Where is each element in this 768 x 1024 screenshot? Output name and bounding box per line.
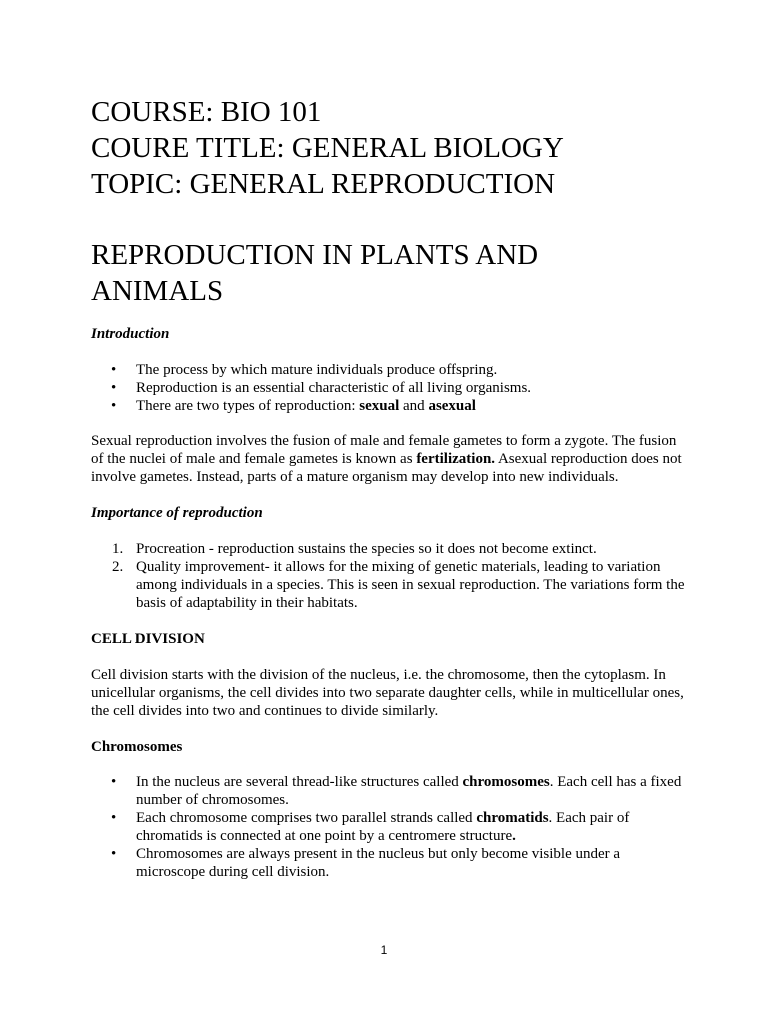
- list-item: [91, 397, 691, 415]
- list-item: [91, 540, 691, 558]
- list-item: [91, 379, 691, 397]
- bullet-text: . Each pair of chromatids is connected at one point by a centromere structure: [136, 810, 630, 844]
- cell-division-heading: CELL DIVISION: [91, 631, 205, 647]
- cell-division-paragraph: Cell division starts with the division of the nucleus, i.e. the chromosome, then the cytoplasm. In unicellular organisms, the cell divides into two separate daughter cells, while in multicellular ones, the cell divides into two and continues to divide similarly.: [91, 667, 684, 719]
- bullet-icon: •: [111, 810, 117, 826]
- paragraph-text-1: Sexual reproduction involves the fusion of male and female gametes to form a zygote. The fusion of the nuclei of male and female gametes is known as: [91, 433, 677, 467]
- main-heading-line1: REPRODUCTION IN PLANTS AND: [91, 239, 539, 271]
- term-fertilization: fertilization.: [416, 451, 496, 467]
- term-sexual: sexual: [359, 398, 400, 414]
- course-title: COURE TITLE: GENERAL BIOLOGY: [91, 132, 564, 164]
- bullet-icon: •: [111, 398, 117, 414]
- chromosomes-heading: Chromosomes: [91, 739, 183, 755]
- importance-heading: Importance of reproduction: [91, 505, 263, 521]
- list-item: [91, 845, 691, 881]
- bullet-text: . Each cell has a fixed number of chromosomes.: [136, 774, 682, 808]
- topic-title: TOPIC: GENERAL REPRODUCTION: [91, 168, 556, 200]
- bullet-icon: •: [111, 774, 117, 790]
- list-text: Procreation - reproduction sustains the species so it does not become extinct.: [136, 541, 597, 557]
- list-item: [91, 361, 691, 379]
- bullet-icon: •: [111, 846, 117, 862]
- bullet-text: Reproduction is an essential characteristic of all living organisms.: [136, 380, 532, 396]
- chromosomes-bullets: [91, 773, 691, 881]
- bullet-text: Chromosomes are always present in the nucleus but only become visible under a microscope during cell division.: [136, 846, 621, 880]
- list-number: 2.: [112, 559, 124, 575]
- bullet-text-prefix: There are two types of reproduction:: [136, 398, 360, 414]
- list-text: Quality improvement- it allows for the mixing of genetic materials, leading to variation among individuals in a species. This is seen in sexual reproduction. The variations form the basis of adaptability in their habitats.: [136, 559, 685, 611]
- list-item: [91, 558, 691, 612]
- paragraph-text-2: Asexual reproduction does not involve gametes. Instead, parts of a mature organism may develop into new individuals.: [91, 451, 682, 485]
- bullet-text: In the nucleus are several thread-like structures called: [136, 774, 463, 790]
- term-asexual: asexual: [428, 398, 476, 414]
- introduction-heading: Introduction: [91, 326, 170, 342]
- list-item: [91, 809, 691, 845]
- list-number: 1.: [112, 541, 124, 557]
- term-chromosomes: chromosomes: [462, 774, 550, 790]
- bullet-text: The process by which mature individuals produce offspring.: [136, 362, 498, 378]
- list-item: [91, 773, 691, 809]
- term-chromatids: chromatids: [476, 810, 549, 826]
- bullet-icon: •: [111, 362, 117, 378]
- importance-list: [91, 540, 691, 612]
- bullet-text-mid: and: [399, 398, 429, 414]
- reproduction-paragraph: [91, 432, 691, 486]
- main-heading-line2: ANIMALS: [91, 275, 224, 307]
- bullet-text: Each chromosome comprises two parallel strands called: [136, 810, 477, 826]
- page-number: 1: [380, 943, 388, 957]
- bold-period: .: [512, 828, 516, 844]
- course-code: COURSE: BIO 101: [91, 96, 322, 128]
- introduction-bullets: [91, 361, 691, 415]
- bullet-icon: •: [111, 380, 117, 396]
